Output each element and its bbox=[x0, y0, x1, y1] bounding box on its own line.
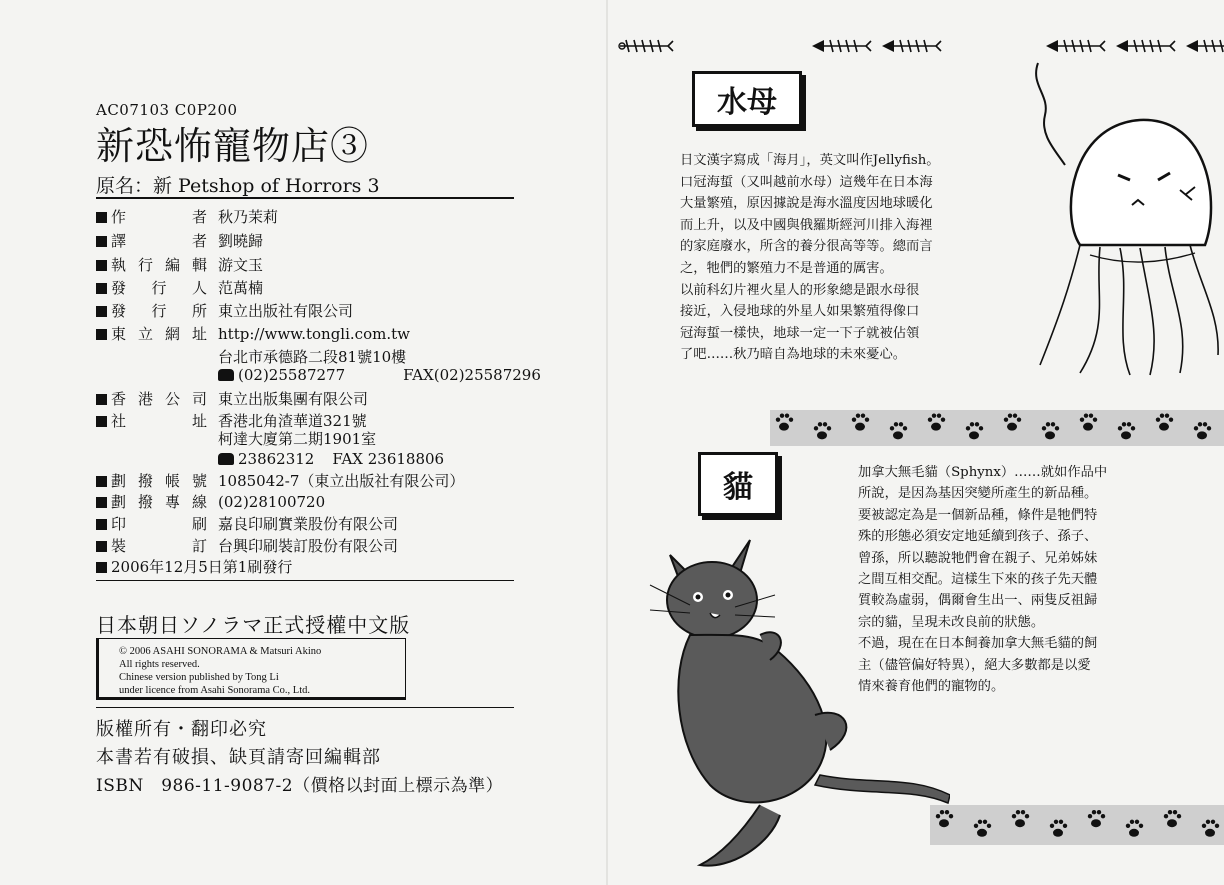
paw-prints bbox=[770, 410, 1224, 446]
fishbone-icon bbox=[1116, 38, 1176, 54]
paw-icon bbox=[890, 422, 907, 439]
credit-website: 東立網址 http://www.tongli.com.tw bbox=[96, 325, 207, 343]
bullet-square bbox=[96, 236, 107, 247]
fishbone-icon bbox=[882, 38, 942, 54]
tongli-phone: (02)25587277 bbox=[238, 366, 346, 384]
paw-icon bbox=[776, 413, 793, 430]
copyright-rule bbox=[96, 707, 514, 708]
tongli-address: 台北市承德路二段81號10樓 bbox=[218, 348, 407, 366]
copyright-line: under licence from Asahi Sonorama Co., Ltd. bbox=[119, 685, 310, 696]
bullet-square bbox=[96, 306, 107, 317]
paw-icon bbox=[814, 422, 831, 439]
product-code: AC07103 C0P200 bbox=[96, 101, 238, 119]
phone-icon bbox=[218, 369, 234, 381]
credit-hk-company: 香港公司 東立出版集團有限公司 bbox=[96, 390, 207, 408]
bullet-square bbox=[96, 260, 107, 271]
bullet-square bbox=[96, 394, 107, 405]
tongli-phone-line bbox=[218, 366, 541, 384]
rights-reserved: 版權所有・翻印必究 bbox=[96, 719, 267, 740]
cat-text: 加拿大無毛貓（Sphynx）……就如作品中 所說，是因為基因突變所產生的新品種。 要被認定為是一個新品種，條件是牠們特 殊的形態必須安定地延續到孩子、孫子、 曾孫，所以聽說牠們會在親子、兄弟姊妹 之間互相交配。這樣生下來的孩子先天體 質較為虛弱，偶爾會生出一、兩隻反祖歸 宗的貓，呈現未改良前的狀態。 不過，現在在日本飼養加拿大無毛貓的飼 主（儘管偏好特異），絕大多數都是以愛 情來養育他們的寵物的。 bbox=[858, 465, 1108, 695]
paw-icon bbox=[1080, 413, 1097, 430]
jellyfish-text: 日文漢字寫成「海月」，英文叫作Jellyfish。 口冠海蜇（又叫越前水母）這幾年在日本海 大量繁殖，原因據說是海水溫度因地球暖化 而上升，以及中國與俄羅斯經河川排入海裡 的家庭廢水，所含的養分很高等等。總而言 之，牠們的繁殖力不是普通的厲害。 以前科幻片裡火星人的形象總是跟水母很 接近，入侵地球的外星人如果繁殖得像口 冠海蜇一樣快，地球一定一下子就被佔領 了吧……秋乃暗自為地球的未來憂心。 bbox=[680, 153, 940, 363]
copyright-line: © 2006 ASAHI SONORAMA & Matsuri Akino bbox=[119, 646, 322, 657]
jellyfish-heading: 水母 bbox=[692, 71, 802, 127]
paw-icon bbox=[1156, 413, 1173, 430]
credit-translator: 譯 者 劉曉歸 bbox=[96, 232, 207, 250]
copyright-box bbox=[96, 638, 406, 700]
paw-icon bbox=[1004, 413, 1021, 430]
tongli-fax: FAX(02)25587296 bbox=[403, 366, 541, 384]
paw-icon bbox=[1118, 422, 1135, 439]
fishbone-icon bbox=[1186, 38, 1224, 54]
credit-printer: 印 刷 嘉良印刷實業股份有限公司 bbox=[96, 515, 207, 533]
credit-transfer-line: 劃撥專線 (02)28100720 bbox=[96, 493, 207, 511]
credit-publisher: 發 行 人 范萬楠 bbox=[96, 279, 207, 297]
phone-icon bbox=[218, 453, 234, 465]
hk-phone: 23862312 bbox=[238, 450, 315, 468]
paw-icon bbox=[1050, 820, 1067, 837]
copyright-line: All rights reserved. bbox=[119, 659, 200, 670]
credit-binder: 裝 訂 台興印刷裝訂股份有限公司 bbox=[96, 537, 207, 555]
cat-illustration bbox=[630, 535, 950, 880]
jellyfish-illustration bbox=[1020, 55, 1224, 380]
original-title: 原名：新 Petshop of Horrors 3 bbox=[96, 175, 380, 197]
bullet-square bbox=[96, 497, 107, 508]
paw-icon bbox=[1088, 810, 1105, 827]
paw-icon bbox=[1042, 422, 1059, 439]
paw-icon bbox=[1202, 820, 1219, 837]
paw-icon bbox=[974, 820, 991, 837]
paw-icon bbox=[1164, 810, 1181, 827]
credit-hk-address: 社 址 香港北角渣華道321號 bbox=[96, 412, 207, 430]
hk-fax: FAX 23618806 bbox=[332, 450, 445, 468]
paw-icon bbox=[1194, 422, 1211, 439]
credit-transfer-account: 劃撥帳號 1085042-7（東立出版社有限公司） bbox=[96, 472, 207, 490]
paw-icon bbox=[1012, 810, 1029, 827]
bullet-square bbox=[96, 476, 107, 487]
bullet-square bbox=[96, 212, 107, 223]
damage-notice: 本書若有破損、缺頁請寄回編輯部 bbox=[96, 747, 381, 768]
hk-address-2: 柯達大廈第二期1901室 bbox=[218, 430, 377, 448]
paw-icon bbox=[928, 413, 945, 430]
bullet-square bbox=[96, 562, 107, 573]
cat-heading: 貓 bbox=[698, 452, 778, 516]
credit-publishing-house: 發 行 所 東立出版社有限公司 bbox=[96, 302, 207, 320]
edition-rule bbox=[96, 580, 514, 581]
license-title: 日本朝日ソノラマ正式授權中文版 bbox=[96, 613, 411, 637]
fishbone-icon bbox=[618, 38, 674, 54]
copyright-line: Chinese version published by Tong Li bbox=[119, 672, 279, 683]
title-rule bbox=[96, 197, 514, 199]
fishbone-icon bbox=[812, 38, 872, 54]
bullet-square bbox=[96, 283, 107, 294]
bullet-square bbox=[96, 329, 107, 340]
hk-phone-line bbox=[218, 450, 444, 468]
credit-author: 作 者 秋乃茉莉 bbox=[96, 208, 207, 226]
colophon-page bbox=[0, 0, 610, 885]
paw-icon bbox=[1126, 820, 1143, 837]
book-title: 新恐怖寵物店③ bbox=[96, 124, 370, 168]
fishbone-icon bbox=[1046, 38, 1106, 54]
bullet-square bbox=[96, 541, 107, 552]
paw-icon bbox=[852, 413, 869, 430]
isbn-line: ISBN 986-11-9087-2（價格以封面上標示為準） bbox=[96, 776, 504, 796]
edition-line: 2006年12月5日第1刷發行 bbox=[96, 558, 292, 576]
bullet-square bbox=[96, 519, 107, 530]
credit-editor: 執行編輯 游文玉 bbox=[96, 256, 207, 274]
paw-icon bbox=[966, 422, 983, 439]
paw-prints bbox=[930, 805, 1224, 845]
bullet-square bbox=[96, 416, 107, 427]
